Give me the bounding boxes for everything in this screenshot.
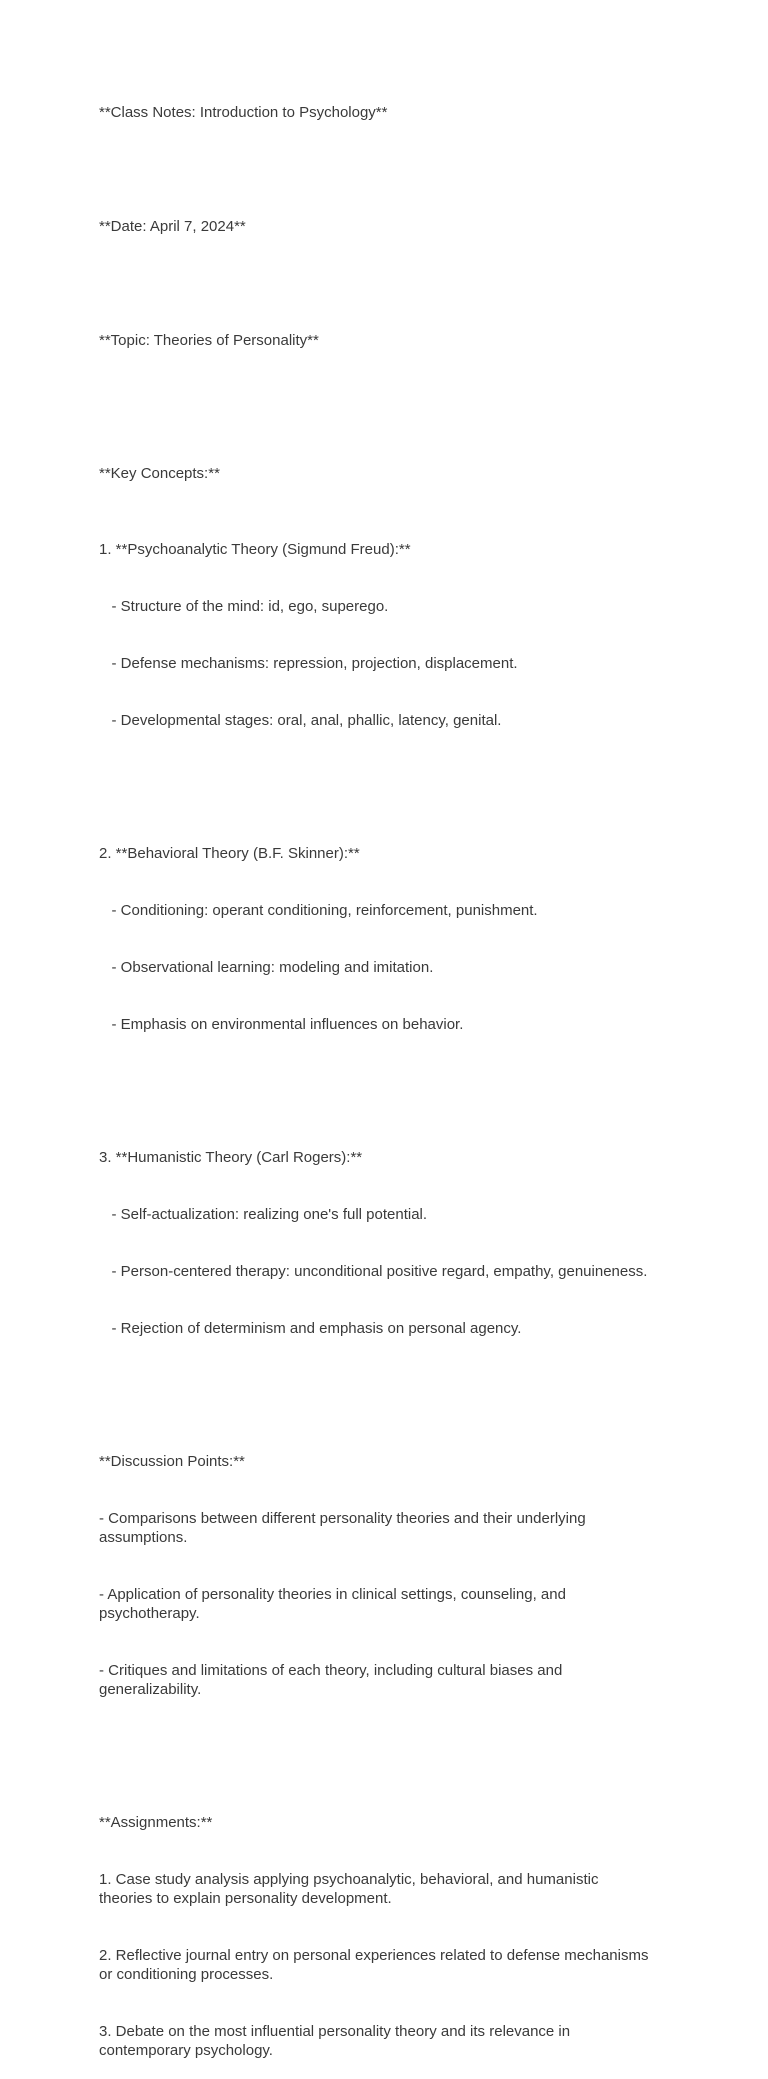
discussion-point: - Application of personality theories in clinical settings, counseling, and psychotherapy. xyxy=(99,1586,571,1622)
theory-point: - Self-actualization: realizing one's full potential. xyxy=(99,1206,428,1223)
theory-point: - Person-centered therapy: unconditional positive regard, empathy, genuineness. xyxy=(99,1263,648,1280)
theory-point: - Structure of the mind: id, ego, superego. xyxy=(99,598,389,615)
notes-topic: **Topic: Theories of Personality** xyxy=(99,332,319,349)
spacer xyxy=(99,768,649,787)
key-concepts-heading: **Key Concepts:** xyxy=(99,465,220,482)
class-notes-document xyxy=(99,65,653,2079)
theory-point: - Conditioning: operant conditioning, reinforcement, punishment. xyxy=(99,902,538,919)
spacer xyxy=(99,1376,649,1395)
spacer xyxy=(99,1737,649,1756)
theory-point: - Emphasis on environmental influences on behavior. xyxy=(99,1016,464,1033)
assignment-item: 2. Reflective journal entry on personal experiences related to defense mechanisms or conditioning processes. xyxy=(99,1947,653,1983)
discussion-point: - Comparisons between different personality theories and their underlying assumptions. xyxy=(99,1510,590,1546)
theory-title-humanistic: 3. **Humanistic Theory (Carl Rogers):** xyxy=(99,1149,363,1166)
assignment-item: 3. Debate on the most influential personality theory and its relevance in contemporary psychology. xyxy=(99,2023,575,2059)
spacer xyxy=(99,160,649,179)
discussion-heading: **Discussion Points:** xyxy=(99,1453,245,1470)
spacer xyxy=(99,274,649,293)
discussion-point: - Critiques and limitations of each theory, including cultural biases and generalizability. xyxy=(99,1662,567,1698)
theory-point: - Defense mechanisms: repression, projection, displacement. xyxy=(99,655,518,672)
notes-title: **Class Notes: Introduction to Psychology** xyxy=(99,104,388,121)
theory-title-behavioral: 2. **Behavioral Theory (B.F. Skinner):** xyxy=(99,845,360,862)
assignment-item: 1. Case study analysis applying psychoanalytic, behavioral, and humanistic theories to explain personality development. xyxy=(99,1871,603,1907)
assignments-heading: **Assignments:** xyxy=(99,1814,213,1831)
spacer xyxy=(99,1072,649,1091)
notes-date: **Date: April 7, 2024** xyxy=(99,218,246,235)
spacer xyxy=(99,388,649,407)
theory-point: - Rejection of determinism and emphasis on personal agency. xyxy=(99,1320,522,1337)
theory-point: - Developmental stages: oral, anal, phallic, latency, genital. xyxy=(99,712,502,729)
theory-title-psychoanalytic: 1. **Psychoanalytic Theory (Sigmund Freud):** xyxy=(99,541,411,558)
theory-point: - Observational learning: modeling and imitation. xyxy=(99,959,434,976)
